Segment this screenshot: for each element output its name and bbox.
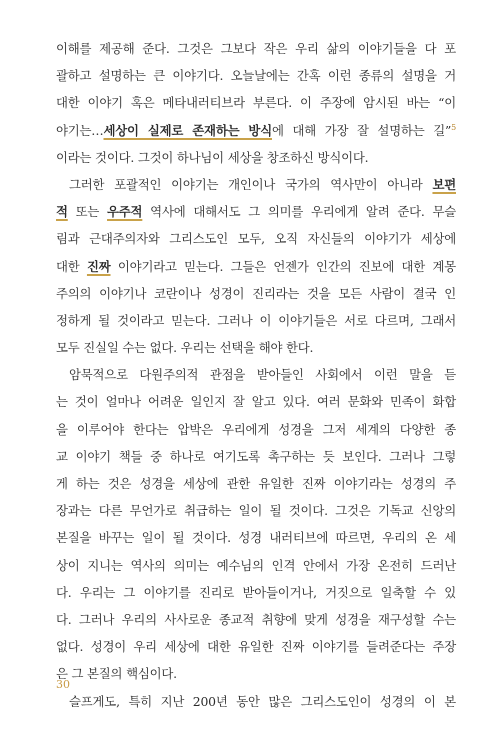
body-text [56, 35, 456, 715]
text-line [56, 416, 456, 443]
text-segment: 장과는 다른 무언가로 취급하는 일이 될 것이다. 그것은 기독교 신앙의 [56, 503, 456, 519]
text-line [56, 524, 456, 551]
text-line [56, 579, 456, 606]
text-line [56, 334, 456, 361]
text-segment: 에 대해 가장 잘 설명하는 길” [271, 122, 452, 138]
text-segment: 대한 이야기 혹은 메타내러티브라 부른다. 이 주장에 암시된 바는 “이 [56, 95, 456, 111]
text-segment: 슬프게도, 특히 지난 200년 동안 많은 그리스도인이 성경의 이 본 [69, 693, 456, 709]
text-line [56, 688, 456, 715]
text-segment: 이라는 것이다. 그것이 하나님이 세상을 창조하신 방식이다. [56, 149, 369, 165]
text-line [56, 62, 456, 89]
emphasized-phrase: 우주적 [107, 204, 143, 220]
text-line [56, 470, 456, 497]
text-segment: 이야기라고 믿는다. 그들은 언젠가 인간의 진보에 대한 계몽 [110, 258, 456, 274]
text-segment: 은 그 본질의 핵심이다. [56, 666, 177, 682]
page-number: 30 [56, 678, 70, 691]
text-line [56, 307, 456, 334]
text-line [56, 253, 456, 280]
text-segment: 정하게 될 것이라고 믿는다. 그러나 이 이야기들은 서로 다르며, 그래서 [56, 312, 456, 328]
emphasized-phrase: 적 [56, 204, 68, 220]
text-segment: 교 이야기 책들 중 하나로 여기도록 촉구하는 듯 보인다. 그러나 그렇 [56, 448, 456, 464]
text-segment: 게 하는 것은 성경을 세상에 관한 유일한 진짜 이야기라는 성경의 주 [56, 476, 456, 491]
text-segment: 는 것이 얼마나 어려운 일인지 잘 알고 있다. 여러 문화와 민족이 화합 [56, 394, 456, 410]
text-segment: 그러한 포괄적인 이야기는 개인이나 국가의 역사만이 아니라 [69, 176, 433, 192]
text-line [56, 552, 456, 579]
text-segment: 괄하고 설명하는 큰 이야기다. 오늘날에는 간혹 이런 종류의 설명을 거 [56, 68, 456, 84]
text-segment: 이해를 제공해 준다. 그것은 그보다 작은 우리 삶의 이야기들을 다 포 [56, 41, 456, 56]
text-segment: 상이 지니는 역사의 의미는 예수님의 인격 안에서 가장 온전히 드러난 [56, 557, 456, 573]
emphasized-phrase: 세상이 실제로 존재하는 방식 [103, 122, 272, 138]
text-segment: 다. 그러나 우리의 사사로운 종교적 취향에 맞게 성경을 재구성할 수는 [56, 611, 456, 627]
emphasized-phrase: 보편 [432, 176, 456, 192]
footnote-marker: 5 [451, 122, 456, 132]
text-line [56, 388, 456, 415]
text-segment: 을 이루어야 한다는 압박은 우리에게 성경을 그저 세계의 다양한 종 [56, 421, 456, 437]
text-segment: 림과 근대주의자와 그리스도인 모두, 오직 자신들의 이야기가 세상에 [56, 231, 456, 247]
text-line [56, 225, 456, 252]
text-line [56, 89, 456, 116]
text-line [56, 117, 456, 144]
text-line [56, 144, 456, 171]
text-line [56, 280, 456, 307]
text-segment: 또는 [67, 204, 108, 220]
text-line [56, 171, 456, 198]
emphasized-phrase: 진짜 [86, 258, 111, 274]
text-line [56, 497, 456, 524]
text-line [56, 361, 456, 388]
text-line [56, 606, 456, 633]
text-segment: 없다. 성경이 우리 세상에 대한 유일한 진짜 이야기를 들려준다는 주장 [56, 639, 456, 655]
text-segment: 암묵적으로 다원주의적 관점을 받아들인 사회에서 이런 말을 듣 [69, 367, 456, 383]
text-segment: 주의의 이야기나 코란이나 성경이 진리라는 것을 모든 사람이 결국 인 [56, 285, 456, 301]
text-segment: 역사에 대해서도 그 의미를 우리에게 알려 준다. 무슬 [142, 204, 456, 220]
text-line [56, 443, 456, 470]
text-line [56, 35, 456, 62]
text-line [56, 660, 456, 687]
text-line [56, 633, 456, 660]
text-segment: 대한 [56, 258, 87, 274]
text-segment: 다. 우리는 그 이야기를 진리로 받아들이거나, 거짓으로 일축할 수 있 [56, 584, 456, 600]
text-line [56, 198, 456, 225]
text-segment: 야기는… [56, 122, 104, 138]
text-segment: 본질을 바꾸는 일이 될 것이다. 성경 내러티브에 따르면, 우리의 온 세 [56, 530, 456, 546]
text-segment: 모두 진실일 수는 없다. 우리는 선택을 해야 한다. [56, 340, 314, 356]
